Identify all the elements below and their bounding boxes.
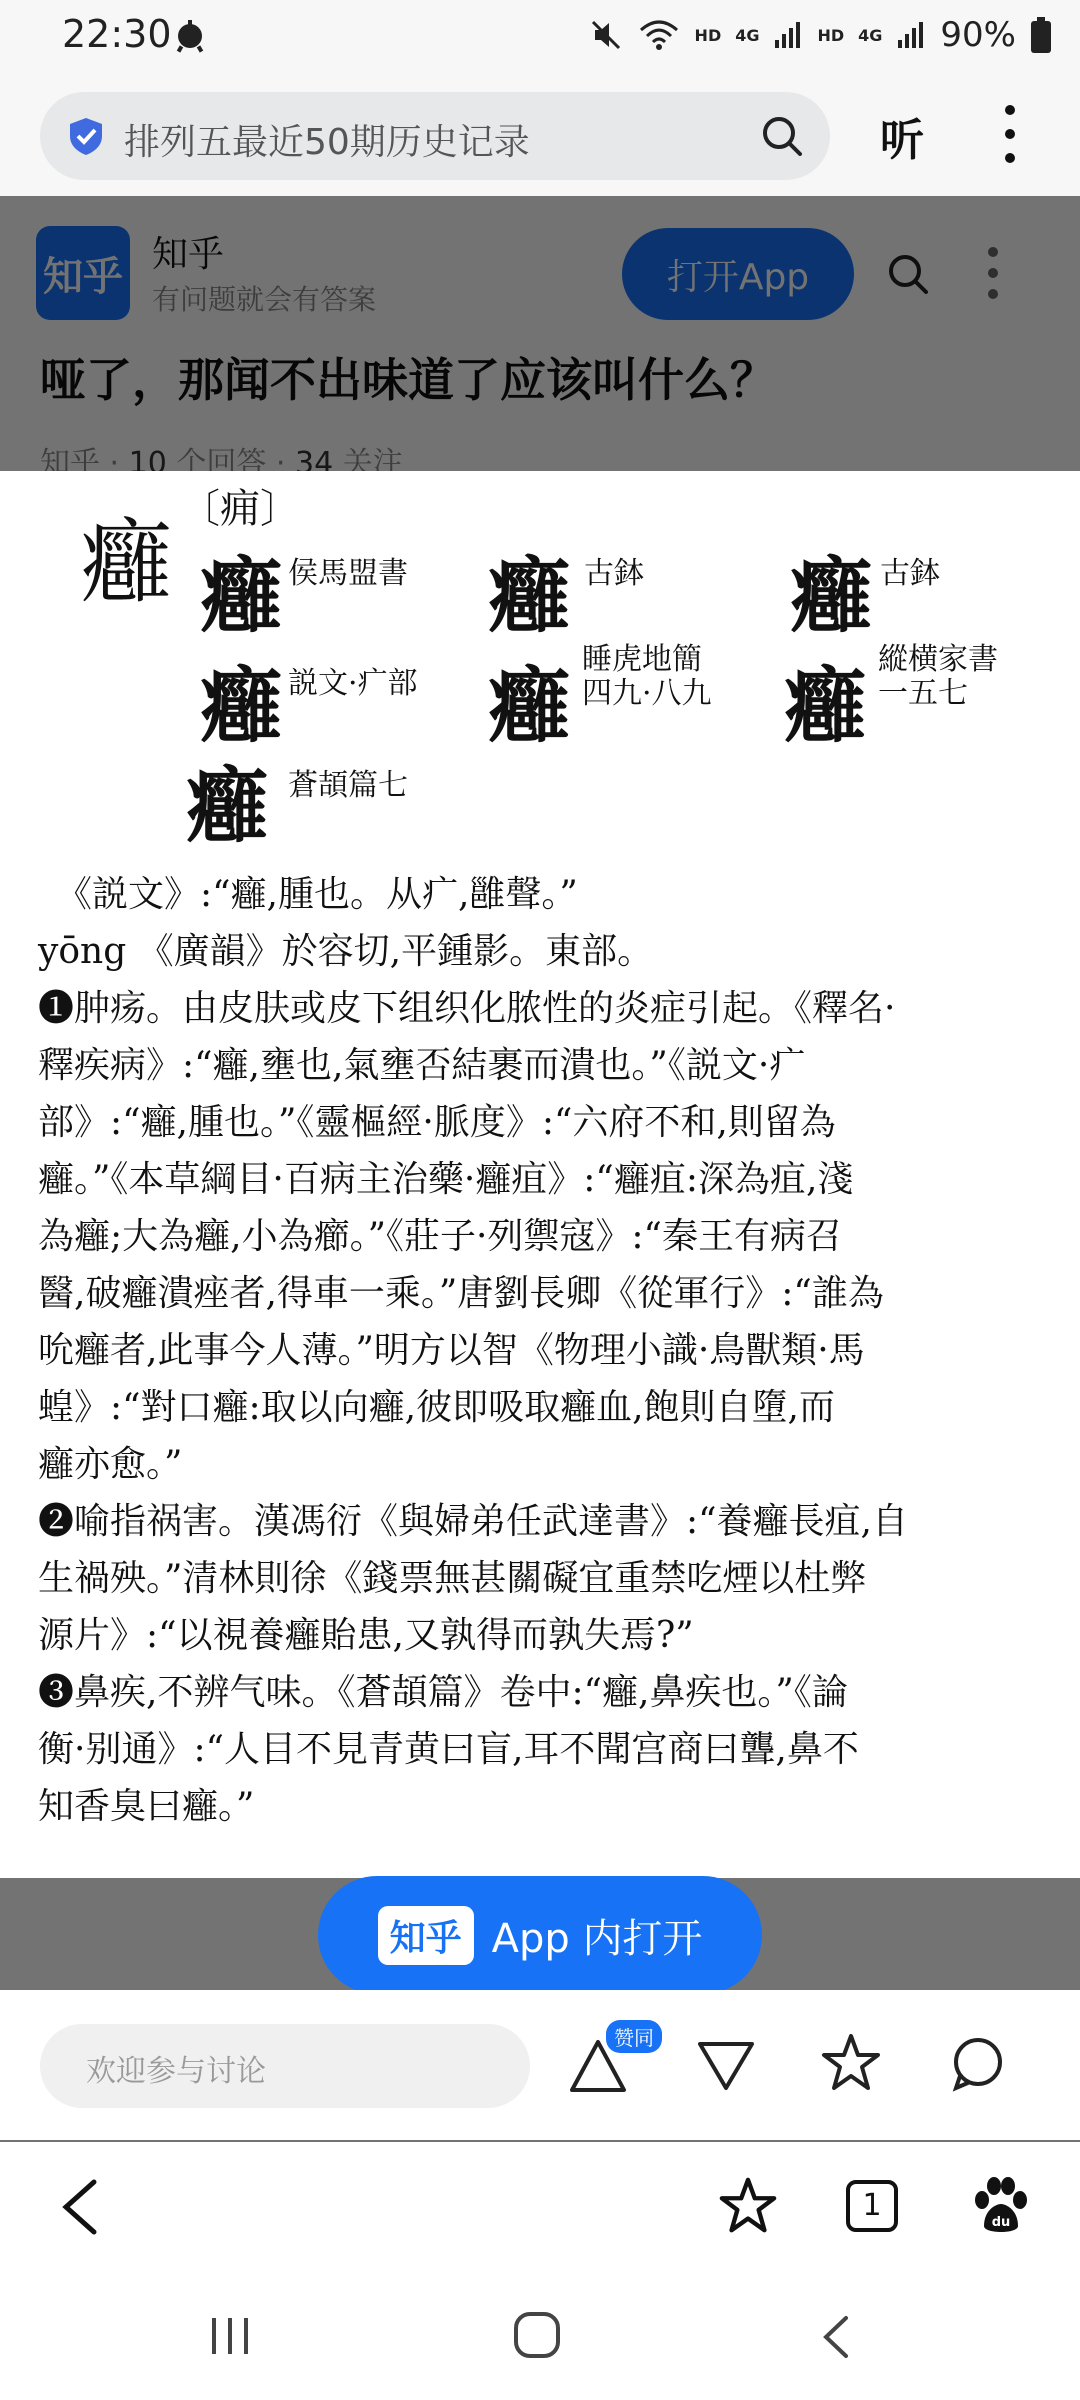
- glyph-1: 癰: [200, 548, 283, 644]
- home-icon[interactable]: [512, 2310, 562, 2360]
- open-in-app-button[interactable]: [318, 1876, 762, 1994]
- text-line: 癰。”《本草綱目·百病主治藥·癰疽》:“癰疽:深為疽,淺: [38, 1159, 854, 1200]
- signal-icon-2: [896, 20, 926, 50]
- glyph-2: 癰: [488, 548, 571, 644]
- back-arrow-icon[interactable]: [60, 2178, 100, 2236]
- glyph-5: 癰: [488, 658, 571, 754]
- comment-bar: [0, 1990, 1080, 2140]
- favorite-star-icon[interactable]: [820, 2032, 882, 2094]
- glyph-6-source: 縱横家書 一五七: [878, 642, 998, 711]
- search-query[interactable]: 排列五最近50期历史记录: [124, 122, 530, 163]
- text-line: 知香臭曰癰。”: [38, 1786, 255, 1827]
- text-line: 衡·别通》:“人目不見青黄曰盲,耳不聞宫商曰聾,鼻不: [38, 1729, 859, 1770]
- recent-apps-icon[interactable]: [208, 2316, 254, 2356]
- search-icon[interactable]: [760, 114, 804, 158]
- svg-text:du: du: [991, 2215, 1011, 2230]
- text-line: yōng 《廣韻》於容切,平鍾影。東部。: [38, 931, 654, 972]
- wifi-icon: [637, 18, 681, 52]
- text-line: ❶肿疡。由皮肤或皮下组织化脓性的炎症引起。《釋名·: [38, 988, 896, 1029]
- browser-toolbar: [0, 76, 1080, 196]
- listen-button[interactable]: 听: [880, 115, 924, 166]
- glyph-7-source: 蒼頡篇七: [288, 768, 408, 803]
- downvote-icon[interactable]: [696, 2040, 756, 2092]
- upvote-badge: 赞同: [606, 2020, 662, 2053]
- browser-bottom-toolbar: [0, 2142, 1080, 2272]
- head-character: 癰: [80, 509, 173, 616]
- glyph-2-source: 古鉢: [584, 556, 644, 591]
- search-bar[interactable]: [40, 92, 830, 180]
- text-line: 《説文》:“癰,腫也。从疒,雝聲。”: [38, 874, 578, 915]
- status-time: 22:30: [62, 12, 172, 56]
- mute-icon: [589, 18, 623, 52]
- glyph-3: 癰: [790, 548, 873, 644]
- text-line: 吮癰者,此事今人薄。”明方以智《物理小識·鳥獸類·馬: [38, 1330, 865, 1371]
- alarm-icon: [170, 14, 210, 54]
- glyph-1-source: 侯馬盟書: [288, 556, 408, 591]
- open-in-app-label: App 内打开: [491, 1915, 703, 1962]
- glyph-6: 癰: [784, 658, 867, 754]
- text-line: 部》:“癰,腫也。”《靈樞經·脈度》:“六府不和,則留為: [38, 1102, 836, 1143]
- text-line: 蝗》:“對口癰:取以向癰,彼即吸取癰血,飽則自墮,而: [38, 1387, 835, 1428]
- text-line: 源片》:“以視養癰貽患,又孰得而孰失焉?”: [38, 1615, 694, 1656]
- hd-label-2: HD: [817, 25, 845, 45]
- text-line: 癰亦愈。”: [38, 1444, 183, 1485]
- text-line: 生禍殃。”清林則徐《錢票無甚關礙宜重禁吃煙以杜弊: [38, 1558, 867, 1599]
- network-label-2: 4G: [858, 25, 883, 45]
- glyph-4-source: 説文·疒部: [288, 666, 418, 701]
- text-line: 醫,破癰潰痤者,得車一乘。”唐劉長卿《從軍行》:“誰為: [38, 1273, 884, 1314]
- glyph-5-source: 睡虎地簡 四九·八九: [582, 642, 712, 711]
- battery-icon: [1030, 17, 1052, 53]
- glyph-4: 癰: [200, 658, 283, 754]
- comment-icon[interactable]: [950, 2036, 1006, 2092]
- more-menu-icon[interactable]: [992, 98, 1028, 170]
- comment-placeholder: 欢迎参与讨论: [86, 2054, 266, 2089]
- comment-input[interactable]: [40, 2024, 530, 2108]
- status-bar: [0, 0, 1080, 76]
- glyph-7: 癰: [186, 758, 269, 854]
- baidu-paw-icon[interactable]: [968, 2174, 1032, 2238]
- glyph-3-source: 古鉢: [880, 556, 940, 591]
- bookmark-star-icon[interactable]: [718, 2176, 778, 2236]
- status-indicators: [589, 10, 1052, 60]
- network-label-1: 4G: [735, 25, 760, 45]
- image-preview[interactable]: [0, 471, 1080, 1878]
- system-navigation-bar: [0, 2272, 1080, 2400]
- signal-icon: [773, 20, 803, 50]
- text-line: ❷喻指祸害。漢馮衍《與婦弟任武達書》:“養癰長疽,自: [38, 1501, 908, 1542]
- head-variant: 〔痈〕: [180, 486, 300, 532]
- web-page: [0, 196, 1080, 2142]
- text-line: 為癰;大為癰,小為癤。”《莊子·列禦寇》:“秦王有病召: [38, 1216, 842, 1257]
- text-line: ❸鼻疾,不辨气味。《蒼頡篇》卷中:“癰,鼻疾也。”《論: [38, 1672, 848, 1713]
- zhihu-badge: 知乎: [378, 1906, 474, 1965]
- text-line: 釋疾病》:“癰,壅也,氣壅否結裹而潰也。”《説文·疒: [38, 1045, 806, 1086]
- system-back-icon[interactable]: [820, 2314, 850, 2360]
- hd-label-1: HD: [694, 25, 722, 45]
- battery-percent: 90%: [940, 15, 1016, 55]
- shield-check-icon: [66, 116, 106, 156]
- dictionary-text: [38, 866, 1058, 1835]
- tabs-button[interactable]: 1: [846, 2180, 898, 2232]
